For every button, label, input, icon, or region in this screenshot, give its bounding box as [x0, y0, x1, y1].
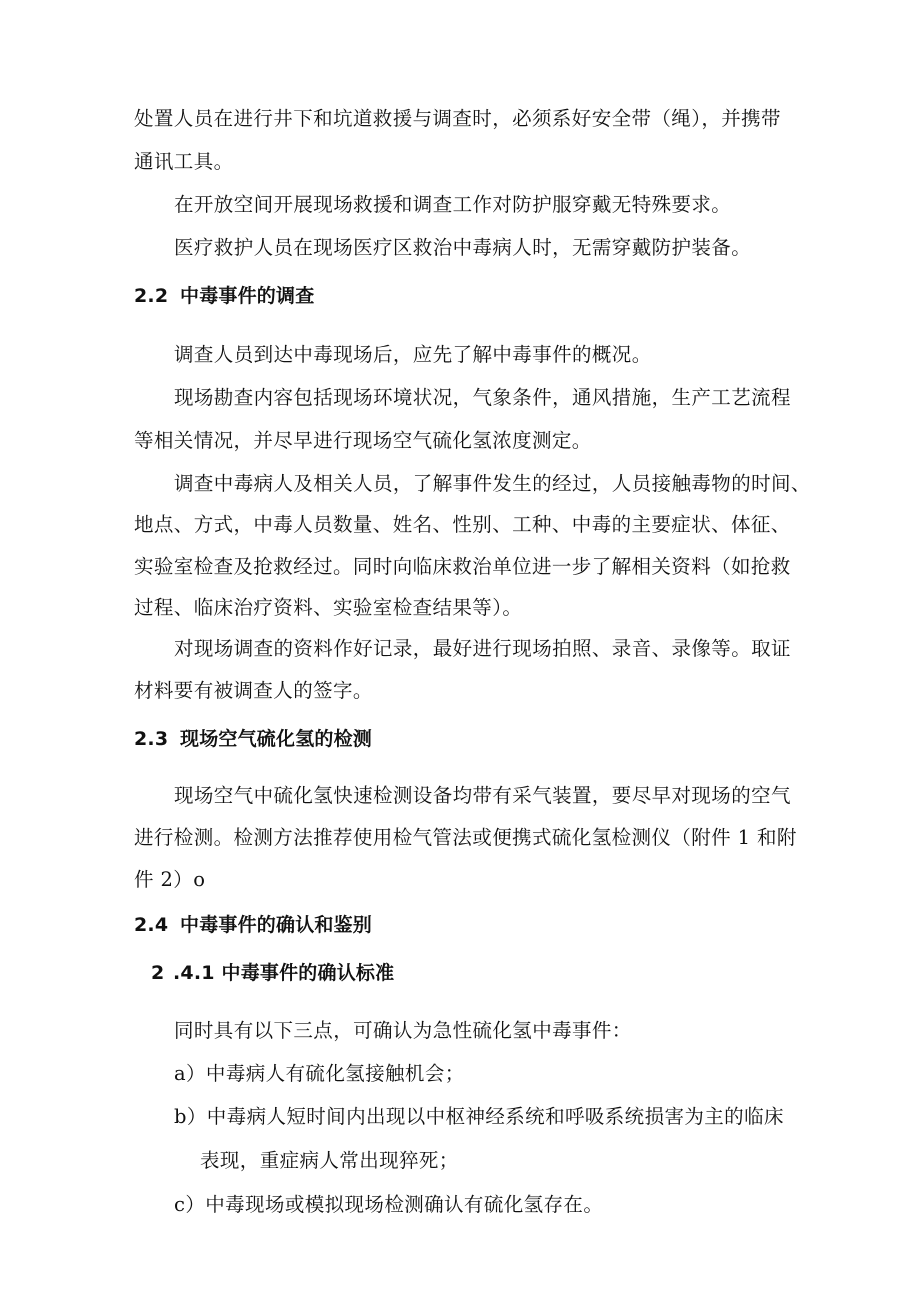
paragraph-line: 现场空气中硫化氢快速检测设备均带有采气装置，要尽早对现场的空气 — [174, 784, 791, 807]
section-title: 现场空气硫化氢的检测 — [180, 728, 373, 750]
subsection-number: 2 — [151, 962, 165, 984]
paragraph-line: 对现场调查的资料作好记录，最好进行现场拍照、录音、录像等。取证 — [174, 637, 791, 660]
list-item-a: a）中毒病人有硫化氢接触机会； — [174, 1062, 465, 1085]
paragraph-line: 处置人员在进行井下和坑道救援与调查时，必须系好安全带（绳），并携带 — [134, 107, 781, 130]
paragraph: 医疗救护人员在现场医疗区救治中毒病人时，无需穿戴防护装备。 — [174, 236, 752, 259]
section-number: 2.4 — [134, 914, 169, 936]
paragraph-line: 件 2）o — [134, 868, 206, 891]
paragraph-line: 地点、方式，中毒人员数量、姓名、性别、工种、中毒的主要症状、体征、 — [134, 513, 791, 536]
paragraph: 同时具有以下三点，可确认为急性硫化氢中毒事件： — [174, 1019, 632, 1042]
paragraph-line: 进行检测。检测方法推荐使用检气管法或便携式硫化氢检测仪（附件 1 和附 — [134, 826, 797, 849]
subsection-heading-2-4-1 — [151, 958, 394, 988]
list-item-b-continuation: 表现，重症病人常出现猝死； — [200, 1149, 459, 1172]
paragraph-line: 实验室检查及抢救经过。同时向临床救治单位进一步了解相关资料（如抢救 — [134, 555, 791, 578]
paragraph-line: 通讯工具。 — [134, 150, 234, 173]
list-item-c: c）中毒现场或模拟现场检测确认有硫化氢存在。 — [174, 1193, 604, 1216]
section-title: 中毒事件的确认和鉴别 — [180, 914, 373, 936]
section-number: 2.2 — [134, 285, 169, 307]
subsection-title: .4.1 中毒事件的确认标准 — [173, 962, 395, 984]
paragraph-line: 调查中毒病人及相关人员，了解事件发生的经过，人员接触毒物的时间、 — [174, 472, 811, 495]
paragraph: 调查人员到达中毒现场后，应先了解中毒事件的概况。 — [174, 343, 652, 366]
section-number: 2.3 — [134, 728, 169, 750]
paragraph-line: 现场勘查内容包括现场环境状况，气象条件，通风措施，生产工艺流程 — [174, 386, 791, 409]
paragraph: 在开放空间开展现场救援和调查工作对防护服穿戴无特殊要求。 — [174, 193, 732, 216]
section-heading-2-3 — [134, 724, 372, 754]
section-heading-2-4 — [134, 910, 372, 940]
paragraph-line: 等相关情况，并尽早进行现场空气硫化氢浓度测定。 — [134, 429, 592, 452]
paragraph-line: 材料要有被调查人的签字。 — [134, 679, 373, 702]
paragraph-line: 过程、临床治疗资料、实验室检查结果等）。 — [134, 596, 523, 619]
section-title: 中毒事件的调查 — [180, 285, 315, 307]
list-item-b: b）中毒病人短时间内出现以中枢神经系统和呼吸系统损害为主的临床 — [174, 1105, 784, 1128]
section-heading-2-2 — [134, 281, 314, 311]
